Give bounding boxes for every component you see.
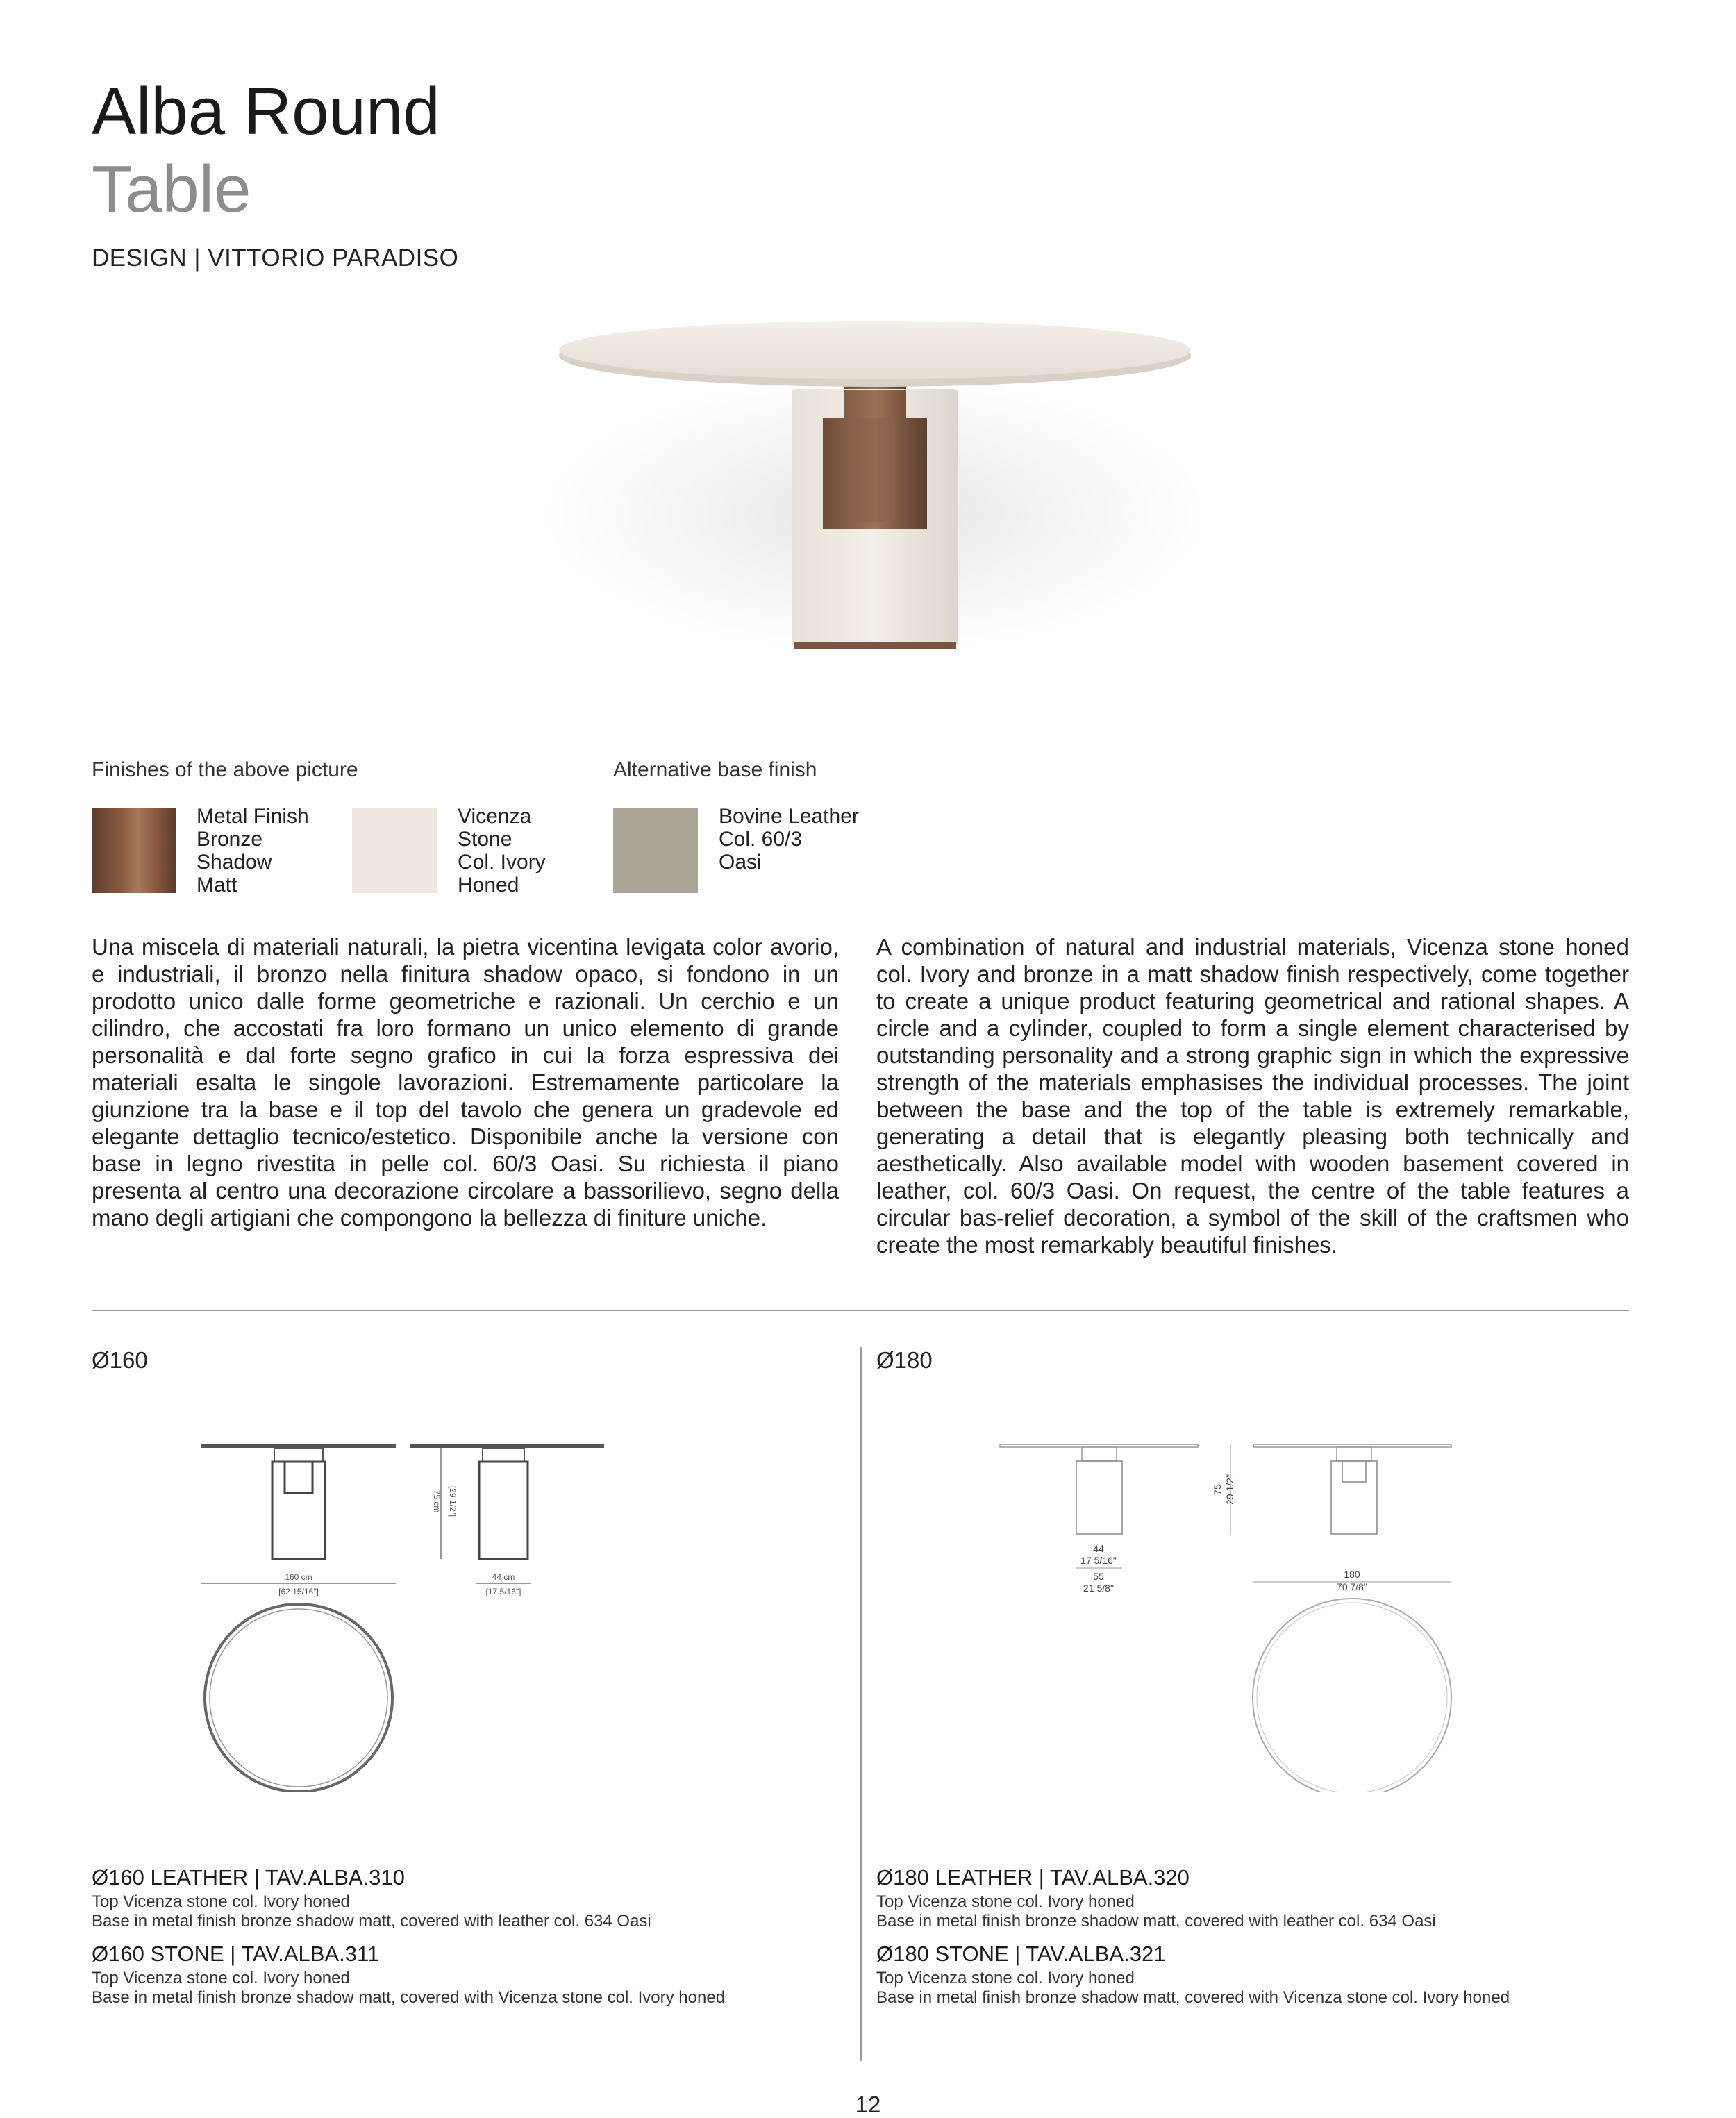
swatch-vicenza-stone: [352, 808, 437, 893]
bronze-foot: [794, 642, 956, 649]
product-180-stone-title: Ø180 STONE | TAV.ALBA.321: [876, 1942, 1166, 1966]
drawing-180-plan-inner: [1257, 1603, 1447, 1792]
swatch-vicenza-stone-label: Vicenza Stone Col. Ivory Honed: [458, 805, 546, 897]
drawing-180-base-top-in: 17 5/16": [1080, 1555, 1117, 1566]
product-180-stone-top: Top Vicenza stone col. Ivory honed: [876, 1969, 1135, 1987]
drawing-160-front-base: [272, 1462, 325, 1559]
table-top: [559, 321, 1191, 379]
product-160-leather-title: Ø160 LEATHER | TAV.ALBA.310: [92, 1865, 405, 1890]
product-160-stone-base: Base in metal finish bronze shadow matt, covered with Vicenza stone col. Ivory honed: [92, 1988, 726, 2007]
product-180-stone-base: Base in metal finish bronze shadow matt, covered with Vicenza stone col. Ivory honed: [876, 1988, 1510, 2007]
drawing-180-side-neck: [1337, 1447, 1371, 1461]
left-diameter-label: Ø160: [92, 1347, 148, 1373]
description-english: A combination of natural and industrial materials, Vicenza stone honed col. Ivory and bronze in a matt shadow finish respectively, come together to create a unique product featuring geometrical and rational shapes. A circle and a cylinder, coupled to form a single element characterised by outstanding personality and a strong graphic sign in which the expressive strength of the materials emphasises the individual processes. The joint between the base and the top of the table is extremely remarkable, generating a detail that is elegantly pleasing both technically and aesthetically. Also available model with wooden basement covered in leather, col. 60/3 Oasi. On request, the centre of the table features a circular bas-relief decoration, a symbol of the skill of the craftsmen who create the most remarkably beautiful finishes.: [876, 934, 1629, 1258]
swatch-bronze: [92, 808, 176, 893]
drawing-160-plan-outer: [205, 1604, 392, 1792]
drawing-180-height-cm: 75: [1212, 1484, 1223, 1495]
product-photo: [528, 306, 1222, 694]
drawing-180-width-in: 70 7/8": [1337, 1581, 1367, 1592]
product-180-leather-top: Top Vicenza stone col. Ivory honed: [876, 1892, 1135, 1911]
drawing-160-base-in: [17 5/16"]: [485, 1587, 521, 1596]
swatch-bovine-leather-label: Bovine Leather Col. 60/3 Oasi: [719, 805, 859, 874]
drawing-160-front-neck: [274, 1448, 323, 1462]
drawing-160-height-in: [29 1/2"]: [448, 1485, 458, 1517]
drawing-180-width-cm: 180: [1344, 1569, 1360, 1580]
product-subtitle: Table: [92, 152, 251, 226]
swatch-bovine-leather: [613, 808, 698, 893]
drawing-180-front-base: [1076, 1461, 1122, 1534]
swatch-bronze-label: Metal Finish Bronze Shadow Matt: [197, 805, 309, 897]
product-160-stone-title: Ø160 STONE | TAV.ALBA.311: [92, 1942, 380, 1966]
product-title: Alba Round: [92, 74, 440, 149]
drawing-160-plan-inner: [210, 1609, 387, 1787]
page-number: 12: [855, 2092, 881, 2117]
drawing-160: [194, 1431, 611, 1792]
description-italian: Una miscela di materiali naturali, la pietra vicentina levigata color avorio, e industriali, il bronzo nella finitura shadow opaco, si fondono in un prodotto unico dalle forme geometriche e razionali. Un cerchio e un cilindro, che accostati fra loro formano un unico elemento di grande personalità e dal forte segno grafico in cui la forza espressiva dei materiali esalta le singole lavorazioni. Estremamente particolare la giunzione tra la base e il top del tavolo che genera un gradevole ed elegante dettaglio tecnico/estetico. Disponibile anche la versione con base in legno rivestita in pelle col. 60/3 Oasi. Su richiesta il piano presenta al centro una decorazione circolare a bassorilievo, segno della mano degli artigiani che compongono la bellezza di finiture uniche.: [92, 934, 839, 1231]
product-180-leather-title: Ø180 LEATHER | TAV.ALBA.320: [876, 1865, 1190, 1890]
designer-credit: DESIGN | VITTORIO PARADISO: [92, 244, 459, 272]
drawing-160-side-base: [479, 1462, 528, 1559]
product-180-leather-base: Base in metal finish bronze shadow matt, covered with leather col. 634 Oasi: [876, 1912, 1436, 1931]
drawing-180-base-bottom-cm: 55: [1093, 1571, 1104, 1582]
product-160-leather-top: Top Vicenza stone col. Ivory honed: [92, 1892, 350, 1911]
column-divider: [860, 1347, 862, 2061]
drawing-180-side-base: [1331, 1461, 1377, 1534]
drawing-160-width-in: [62 15/16"]: [278, 1587, 319, 1596]
finishes-picture-label: Finishes of the above picture: [92, 758, 358, 781]
finishes-alternative-label: Alternative base finish: [613, 758, 817, 781]
product-160-leather-base: Base in metal finish bronze shadow matt, covered with leather col. 634 Oasi: [92, 1912, 651, 1931]
drawing-160-height-cm: 75 cm: [432, 1490, 442, 1513]
drawing-160-base-cm: 44 cm: [492, 1572, 515, 1582]
drawing-180-front-neck: [1082, 1447, 1117, 1461]
bronze-insert-shade: [856, 418, 894, 522]
drawing-160-side-neck: [483, 1448, 524, 1462]
section-divider: [92, 1310, 1629, 1311]
drawing-180-base-bottom-in: 21 5/8": [1083, 1583, 1114, 1594]
drawing-180-height-in: 29 1/2": [1224, 1474, 1235, 1505]
product-160-stone-top: Top Vicenza stone col. Ivory honed: [92, 1969, 350, 1987]
right-diameter-label: Ø180: [876, 1347, 933, 1373]
drawing-160-width-cm: 160 cm: [285, 1572, 312, 1582]
drawing-180-base-top-cm: 44: [1093, 1543, 1104, 1554]
drawing-180: [993, 1431, 1472, 1792]
